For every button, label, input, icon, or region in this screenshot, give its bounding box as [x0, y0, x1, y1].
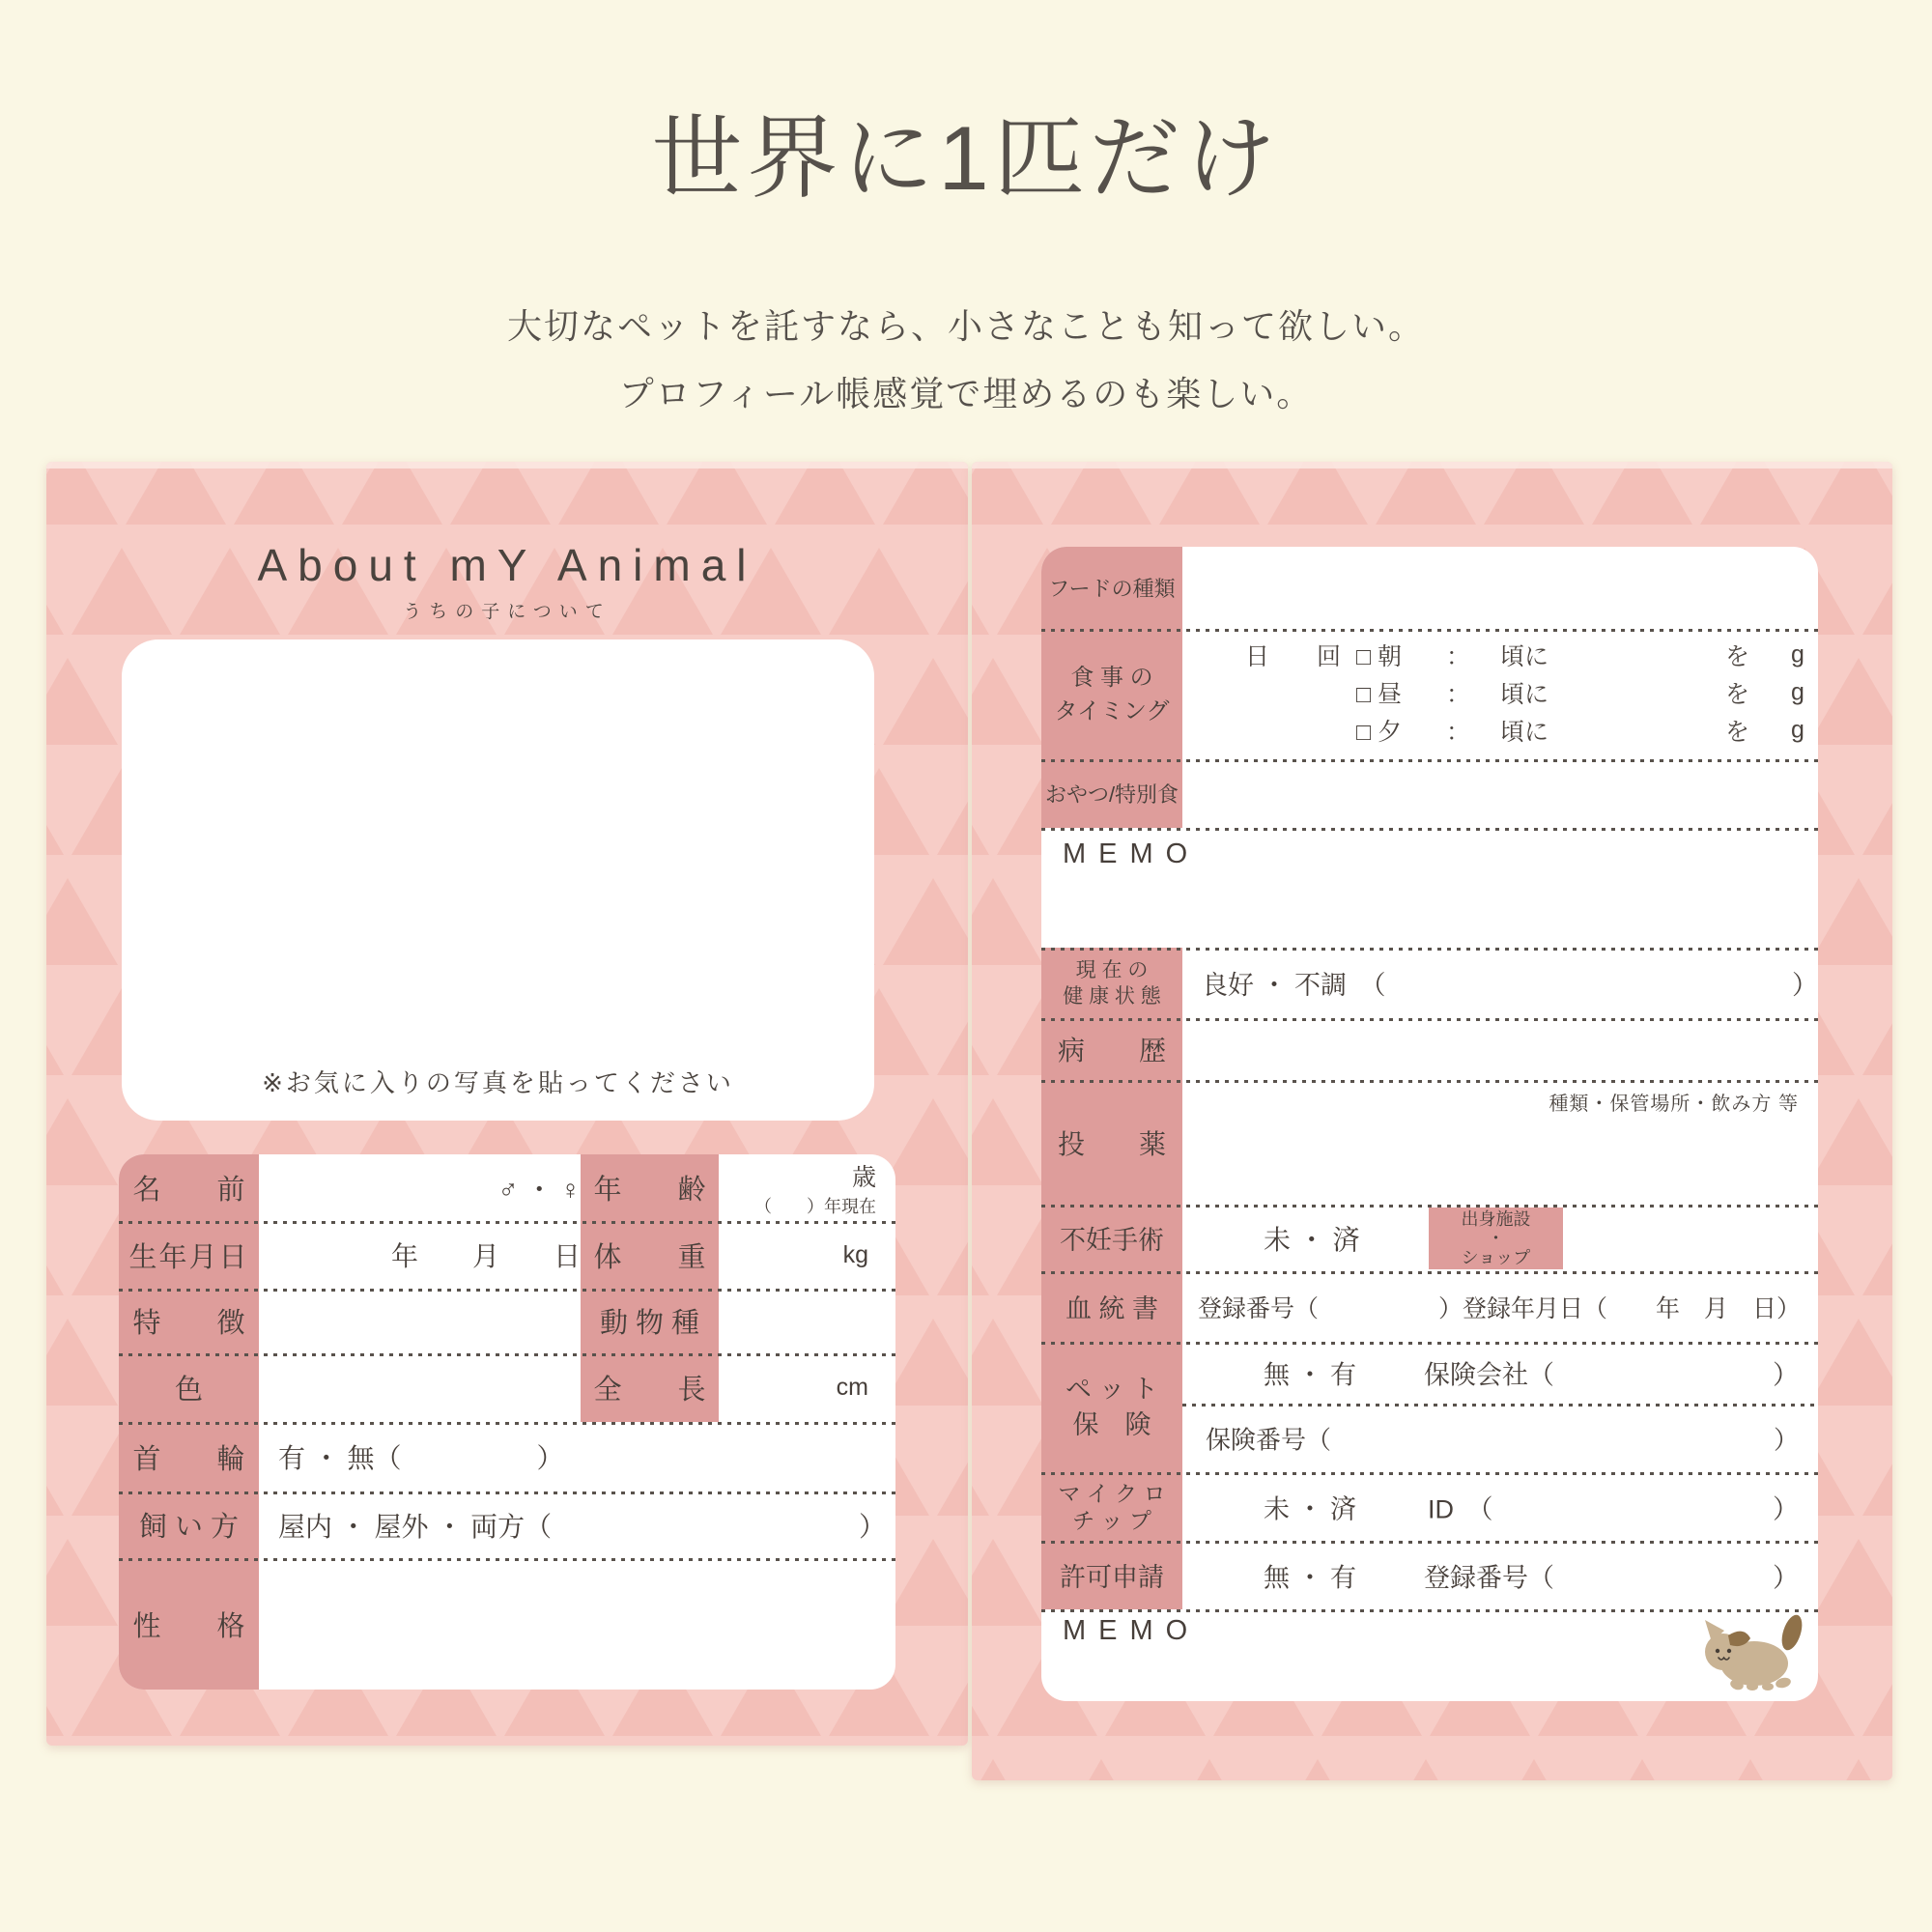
label-species: 動 物 種 [599, 1308, 700, 1339]
microchip-close-paren: ） [1773, 1494, 1799, 1523]
permit-reg-label: 登録番号（ [1424, 1563, 1554, 1592]
label-meal-line2: タイミング [1054, 697, 1170, 724]
pedigree-reg-date: ）登録年月日（ 年 月 日） [1437, 1294, 1801, 1322]
insurance-number-close-paren: ） [1773, 1425, 1799, 1454]
insurance-close-paren: ） [1773, 1360, 1799, 1390]
label-name: 名 前 [132, 1175, 245, 1206]
subtitle-line-1: 大切なペットを託すなら、小さなことも知って欲しい。 [506, 306, 1425, 346]
health-options: 良好 ・ 不調 （ [1202, 971, 1386, 1000]
health-close-paren: ） [1792, 971, 1818, 1000]
left-page-title: About mY Animal [257, 540, 757, 590]
field-weight-unit: kg [842, 1240, 868, 1268]
field-collar: 有 ・ 無（ ） [278, 1443, 564, 1473]
label-personality: 性 格 [132, 1610, 245, 1642]
permit-options: 無 ・ 有 [1264, 1563, 1357, 1592]
meal-colon: ： [1446, 719, 1471, 746]
keeping-close-paren: ） [858, 1511, 886, 1542]
label-meal-line1: 食 事 の [1070, 664, 1153, 691]
label-meal-timing [1041, 629, 1182, 759]
meal-gram: g [1791, 640, 1804, 668]
tag-line1: 出身施設 [1461, 1209, 1531, 1229]
meal-around: 頃に [1500, 643, 1549, 670]
age-note: （ ）年現在 [754, 1196, 876, 1216]
field-permit [1182, 1541, 1818, 1609]
field-sex: ♂ ・ ♀ [497, 1174, 581, 1205]
medication-note: 種類・保管場所・飲み方 等 [1548, 1094, 1799, 1115]
microchip-id-label: ID （ [1428, 1494, 1493, 1523]
label-pedigree: 血 統 書 [1065, 1294, 1158, 1323]
meal-obj: を [1725, 681, 1750, 708]
label-food-type: フードの種類 [1048, 577, 1176, 601]
profile-table [119, 1154, 895, 1690]
care-table [1041, 547, 1818, 1701]
meal-day-unit: 日 [1245, 643, 1270, 670]
meal-colon: ： [1446, 643, 1471, 670]
field-neutering [1182, 1205, 1818, 1271]
booklet-right-page [972, 462, 1892, 1780]
field-microchip [1182, 1472, 1818, 1541]
field-keeping [259, 1492, 895, 1558]
label-permit: 許可申請 [1060, 1563, 1164, 1592]
label-medication: 投 薬 [1057, 1128, 1166, 1159]
insurance-number-label: 保険番号（ [1206, 1425, 1332, 1454]
meal-row-morning [1182, 636, 1818, 674]
label-insurance-line1: ペ ッ ト [1065, 1374, 1158, 1404]
label-pet-insurance [1041, 1342, 1182, 1472]
meal-count-unit: 回 [1317, 643, 1342, 670]
label-collar: 首 輪 [132, 1443, 245, 1475]
left-page-subtitle: うちの子について [403, 602, 611, 622]
meal-gram: g [1791, 716, 1804, 744]
age-unit: 歳 [851, 1163, 876, 1191]
divider [1041, 828, 1818, 831]
page-title: 世界に1匹だけ [651, 107, 1281, 209]
tag-line3: ショップ [1461, 1248, 1531, 1267]
label-medical-history: 病 歴 [1057, 1036, 1166, 1065]
neutering-options: 未 ・ 済 [1264, 1224, 1360, 1255]
label-health-line2: 健 康 状 態 [1063, 984, 1161, 1008]
insurance-options: 無 ・ 有 [1264, 1360, 1357, 1390]
label-microchip-line2: チ ッ プ [1072, 1507, 1151, 1533]
subtitle-line-2: プロフィール帳感覚で埋めるのも楽しい。 [618, 374, 1314, 413]
label-birthdate: 生年月日 [128, 1241, 249, 1273]
meal-obj: を [1725, 643, 1750, 670]
field-insurance-number [1182, 1404, 1818, 1472]
meal-around: 頃に [1500, 719, 1549, 746]
insurance-company-label: 保険会社（ [1424, 1360, 1554, 1390]
label-neutering: 不妊手術 [1060, 1226, 1164, 1255]
label-weight: 体 重 [593, 1241, 706, 1273]
label-insurance-line2: 保 険 [1072, 1409, 1151, 1439]
permit-close-paren: ） [1773, 1563, 1799, 1592]
label-snack: おやつ/特別食 [1044, 782, 1179, 807]
field-age [719, 1154, 895, 1221]
meal-gram: g [1791, 678, 1804, 706]
label-age: 年 齢 [593, 1175, 706, 1206]
meal-colon: ： [1446, 681, 1471, 708]
photo-note: ※お気に入りの写真を貼ってください [262, 1068, 734, 1097]
photo-placeholder [122, 639, 874, 1121]
tag-line2: ・ [1487, 1229, 1505, 1248]
field-current-health [1182, 948, 1818, 1018]
meal-checkbox-evening: □ 夕 [1356, 719, 1403, 746]
meal-obj: を [1725, 719, 1750, 746]
microchip-options: 未 ・ 済 [1264, 1494, 1357, 1523]
field-birthdate: 年 月 日 [390, 1241, 581, 1271]
meal-row-noon [1182, 673, 1818, 712]
label-current-health [1041, 948, 1182, 1018]
meal-checkbox-noon: □ 昼 [1356, 681, 1403, 708]
label-microchip-line1: マ イ ク ロ [1058, 1480, 1166, 1506]
label-color: 色 [174, 1375, 203, 1406]
field-insurance-company [1182, 1342, 1818, 1404]
label-feature: 特 徴 [132, 1308, 245, 1339]
label-microchip [1041, 1472, 1182, 1541]
origin-shop-tag [1429, 1208, 1563, 1269]
pedigree-reg-no: 登録番号（ [1198, 1294, 1320, 1322]
label-length: 全 長 [593, 1375, 706, 1406]
meal-around: 頃に [1500, 681, 1549, 708]
field-pedigree [1182, 1271, 1818, 1342]
label-keeping: 飼 い 方 [138, 1512, 240, 1543]
meal-checkbox-morning: □ 朝 [1356, 643, 1403, 670]
label-memo-bottom: MEMO [1063, 1615, 1201, 1646]
keeping-options: 屋内 ・ 屋外 ・ 両方（ [278, 1511, 553, 1542]
dog-illustration [1698, 1609, 1806, 1692]
booklet-left-page [46, 462, 968, 1746]
label-health-line1: 現 在 の [1075, 958, 1149, 981]
field-length-unit: cm [836, 1374, 868, 1401]
label-memo-top: MEMO [1063, 838, 1201, 869]
meal-row-evening [1182, 711, 1818, 750]
